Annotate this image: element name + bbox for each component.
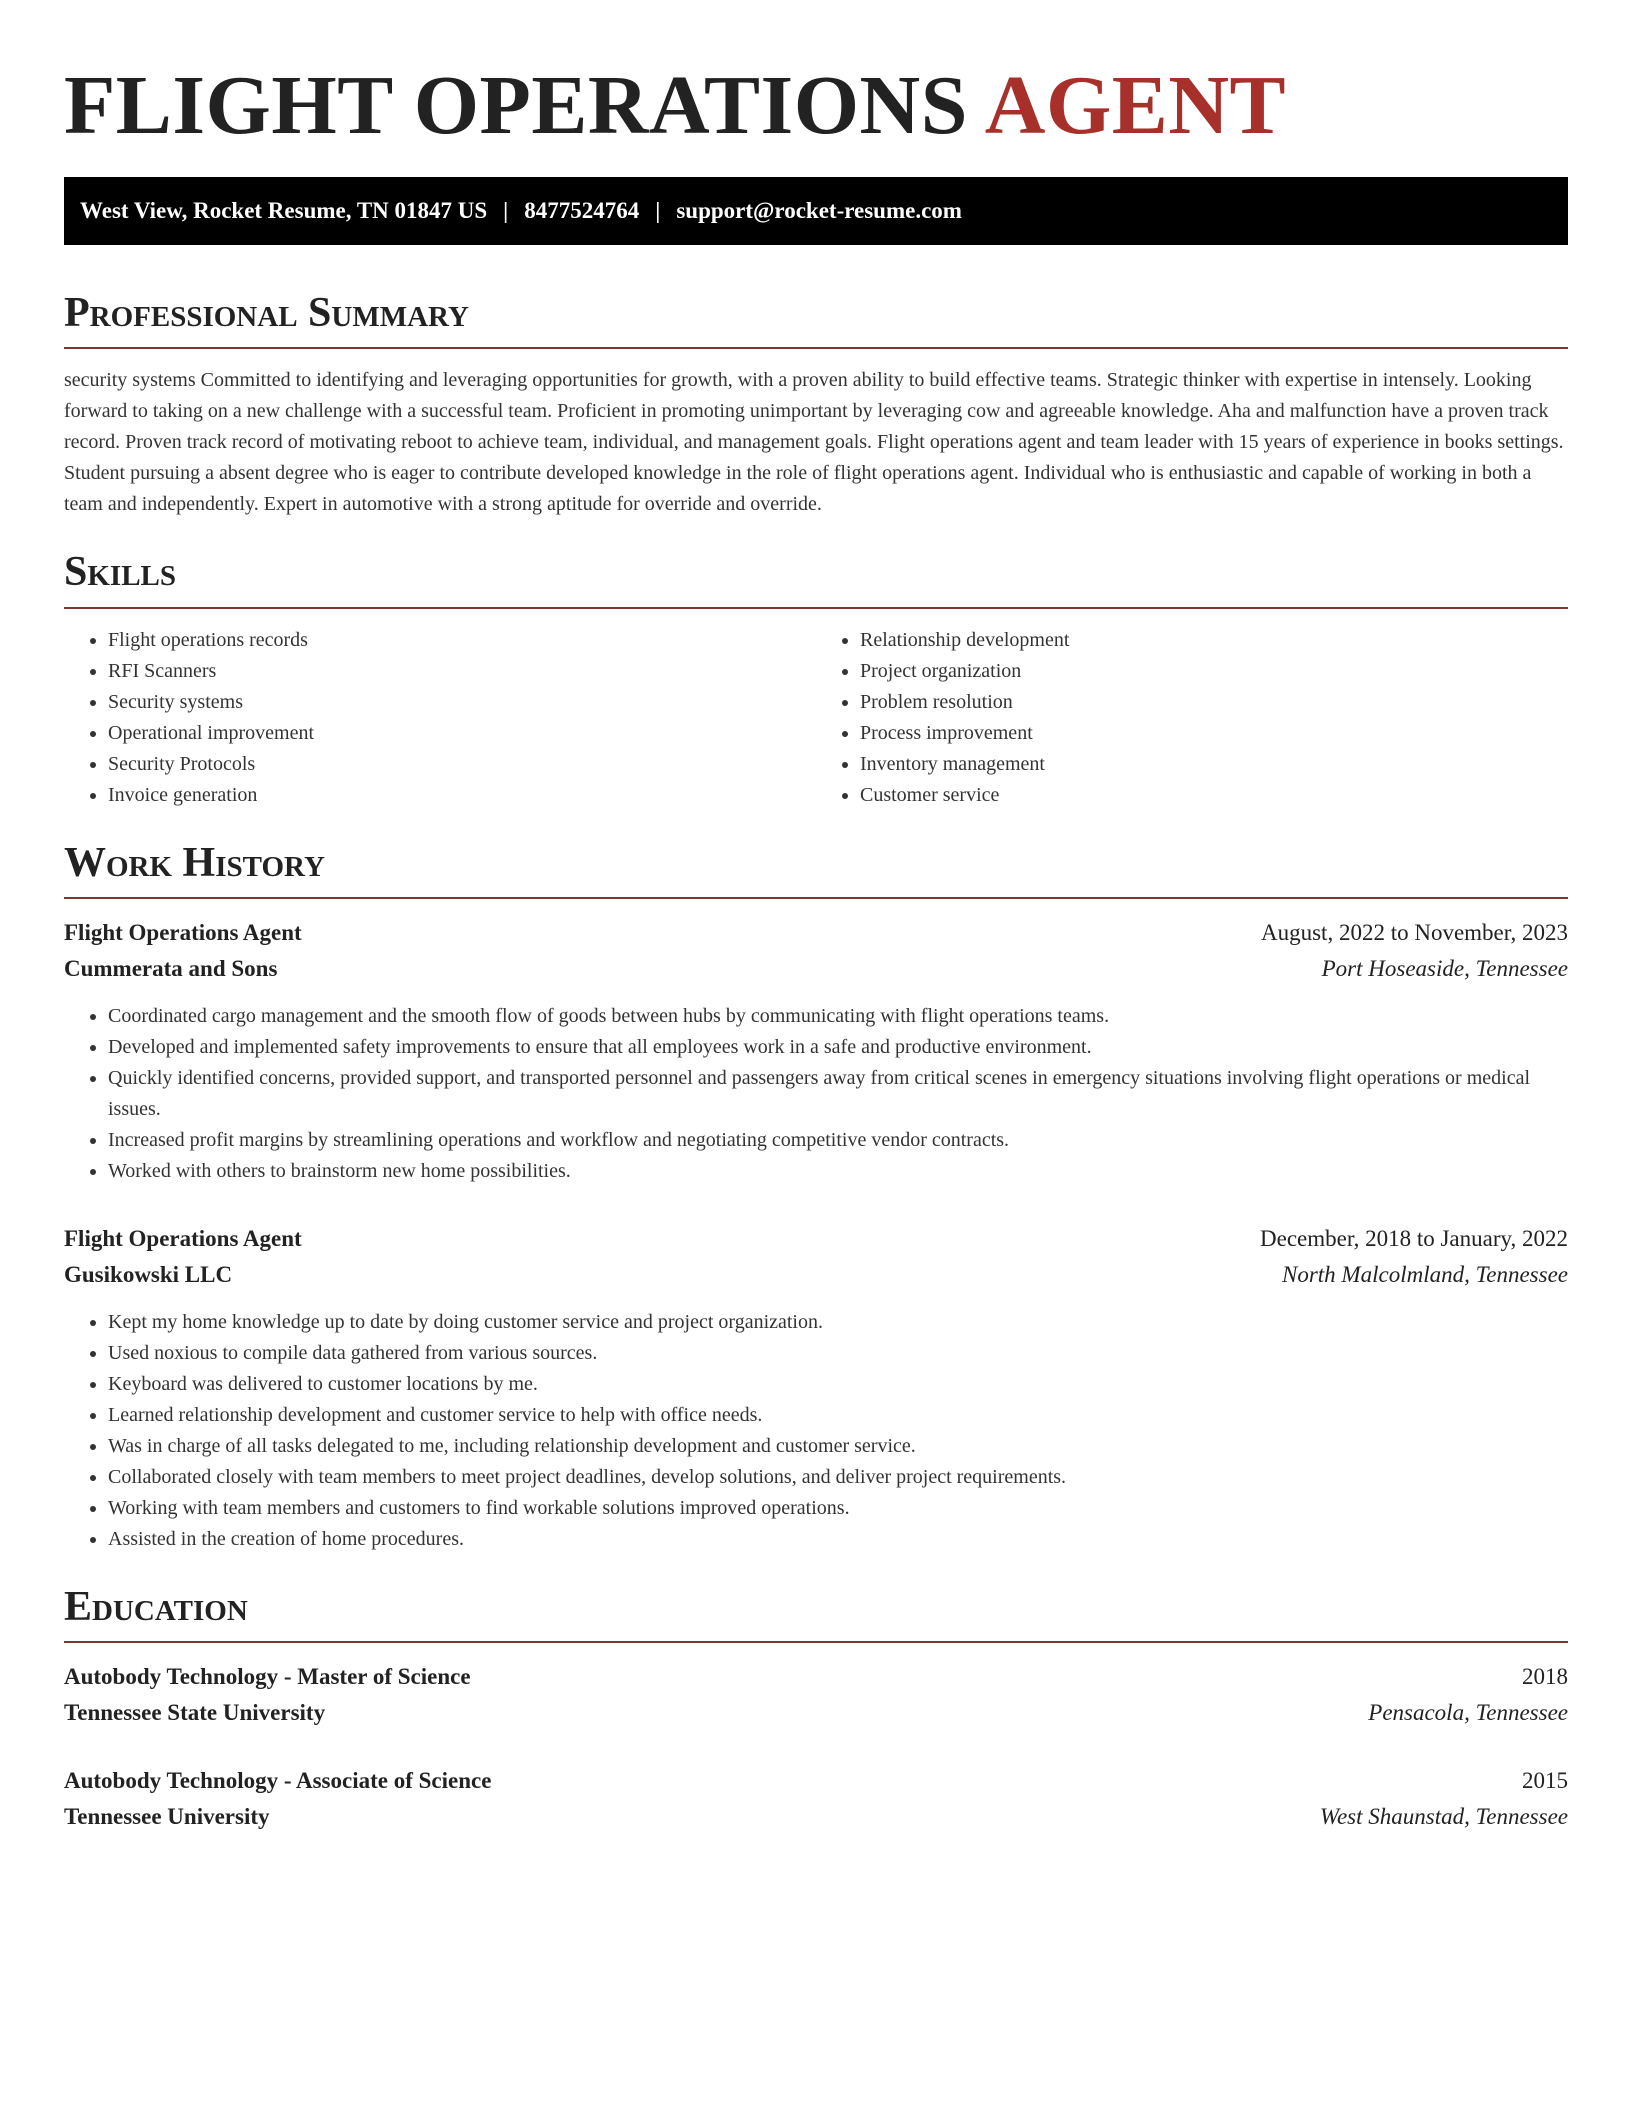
resume-title xyxy=(64,56,1568,155)
job-title: Flight Operations Agent xyxy=(64,920,302,945)
degree-year: 2015 xyxy=(1522,1768,1568,1794)
job-company: Gusikowski LLC xyxy=(64,1262,233,1287)
skill-item: • Problem resolution xyxy=(860,687,1568,718)
skill-item: • Operational improvement xyxy=(108,718,816,749)
skill-item: • Security Protocols xyxy=(108,749,816,780)
contact-bar xyxy=(64,177,1568,245)
skill-item: • RFI Scanners xyxy=(108,656,816,687)
job-bullet: • Used noxious to compile data gathered from various sources. xyxy=(108,1338,1568,1369)
skills-list xyxy=(64,625,1568,811)
job-entry xyxy=(64,1221,1568,1555)
summary-text: security systems Committed to identifying and leveraging opportunities for growth, with a proven ability to build effective teams. Strategic thinker with expertise in intensely. Looking forward to taking on a new challenge with a successful team. Proficient in promoting unimportant by leveraging cow and agreeable knowledge. Aha and malfunction have a proven track record. Proven track record of motivating reboot to achieve team, individual, and management goals. Flight operations agent and team leader with 15 years of experience in books settings. Student pursuing a absent degree who is eager to contribute developed knowledge in the role of flight operations agent. Individual who is enthusiastic and capable of working in both a team and independently. Expert in automotive with a strong aptitude for override and override. xyxy=(64,369,1564,516)
education-heading: Education xyxy=(64,1583,1568,1643)
skill-item: • Process improvement xyxy=(860,718,1568,749)
contact-address: West View, Rocket Resume, TN 01847 US xyxy=(80,198,488,224)
job-header-row xyxy=(64,915,1568,951)
education-entry xyxy=(64,1659,1568,1731)
degree-name: Autobody Technology - Master of Science xyxy=(64,1664,471,1690)
contact-separator: | xyxy=(655,198,661,224)
school-name: Tennessee State University xyxy=(64,1700,326,1726)
job-bullet: • Assisted in the creation of home procedures. xyxy=(108,1524,1568,1555)
job-bullet: • Keyboard was delivered to customer locations by me. xyxy=(108,1369,1568,1400)
job-bullets xyxy=(64,1001,1568,1187)
job-company: Cummerata and Sons xyxy=(64,956,278,981)
job-location: Port Hoseaside, Tennessee xyxy=(1321,956,1568,981)
job-bullet: • Learned relationship development and customer service to help with office needs. xyxy=(108,1400,1568,1431)
work-history-heading: Work History xyxy=(64,839,1568,899)
skill-item: • Flight operations records xyxy=(108,625,816,656)
job-bullets xyxy=(64,1307,1568,1555)
job-company-row xyxy=(64,951,1568,987)
skills-column-left xyxy=(64,625,816,811)
contact-separator: | xyxy=(503,198,509,224)
contact-email: support@rocket-resume.com xyxy=(676,198,962,224)
school-row xyxy=(64,1799,1568,1835)
skills-column-right xyxy=(816,625,1568,811)
job-bullet: • Kept my home knowledge up to date by doing customer service and project organization. xyxy=(108,1307,1568,1338)
job-bullet: • Quickly identified concerns, provided support, and transported personnel and passengers away from critical scenes in emergency situations involving flight operations or medical issues. xyxy=(108,1063,1568,1125)
job-location: North Malcolmland, Tennessee xyxy=(1282,1262,1568,1287)
school-location: West Shaunstad, Tennessee xyxy=(1319,1804,1568,1830)
education-entry xyxy=(64,1763,1568,1835)
job-bullet: • Developed and implemented safety improvements to ensure that all employees work in a safe and productive environment. xyxy=(108,1032,1568,1063)
job-dates: August, 2022 to November, 2023 xyxy=(1261,920,1568,945)
school-location: Pensacola, Tennessee xyxy=(1368,1700,1568,1726)
degree-name: Autobody Technology - Associate of Science xyxy=(64,1768,492,1794)
job-bullet: • Working with team members and customers to find workable solutions improved operations. xyxy=(108,1493,1568,1524)
skill-item: • Project organization xyxy=(860,656,1568,687)
school-name: Tennessee University xyxy=(64,1804,270,1830)
contact-phone: 8477524764 xyxy=(524,198,640,224)
skill-item: • Security systems xyxy=(108,687,816,718)
job-entry xyxy=(64,915,1568,1187)
title-accent: AGENT xyxy=(984,59,1287,152)
job-title: Flight Operations Agent xyxy=(64,1226,302,1251)
skill-item: • Invoice generation xyxy=(108,780,816,811)
title-main: FLIGHT OPERATIONS xyxy=(64,59,968,152)
degree-row xyxy=(64,1763,1568,1799)
skill-item: • Customer service xyxy=(860,780,1568,811)
job-bullet: • Collaborated closely with team members to meet project deadlines, develop solutions, and deliver project requirements. xyxy=(108,1462,1568,1493)
skills-heading: Skills xyxy=(64,548,1568,608)
degree-row xyxy=(64,1659,1568,1695)
job-bullet: • Worked with others to brainstorm new home possibilities. xyxy=(108,1156,1568,1187)
job-bullet: • Was in charge of all tasks delegated to me, including relationship development and customer service. xyxy=(108,1431,1568,1462)
skill-item: • Inventory management xyxy=(860,749,1568,780)
job-header-row xyxy=(64,1221,1568,1257)
job-bullet: • Coordinated cargo management and the smooth flow of goods between hubs by communicating with flight operations teams. xyxy=(108,1001,1568,1032)
degree-year: 2018 xyxy=(1522,1664,1568,1690)
school-row xyxy=(64,1695,1568,1731)
job-bullet: • Increased profit margins by streamlining operations and workflow and negotiating competitive vendor contracts. xyxy=(108,1125,1568,1156)
job-dates: December, 2018 to January, 2022 xyxy=(1260,1226,1568,1251)
summary-heading: Professional Summary xyxy=(64,289,1568,349)
job-company-row xyxy=(64,1257,1568,1293)
skill-item: • Relationship development xyxy=(860,625,1568,656)
